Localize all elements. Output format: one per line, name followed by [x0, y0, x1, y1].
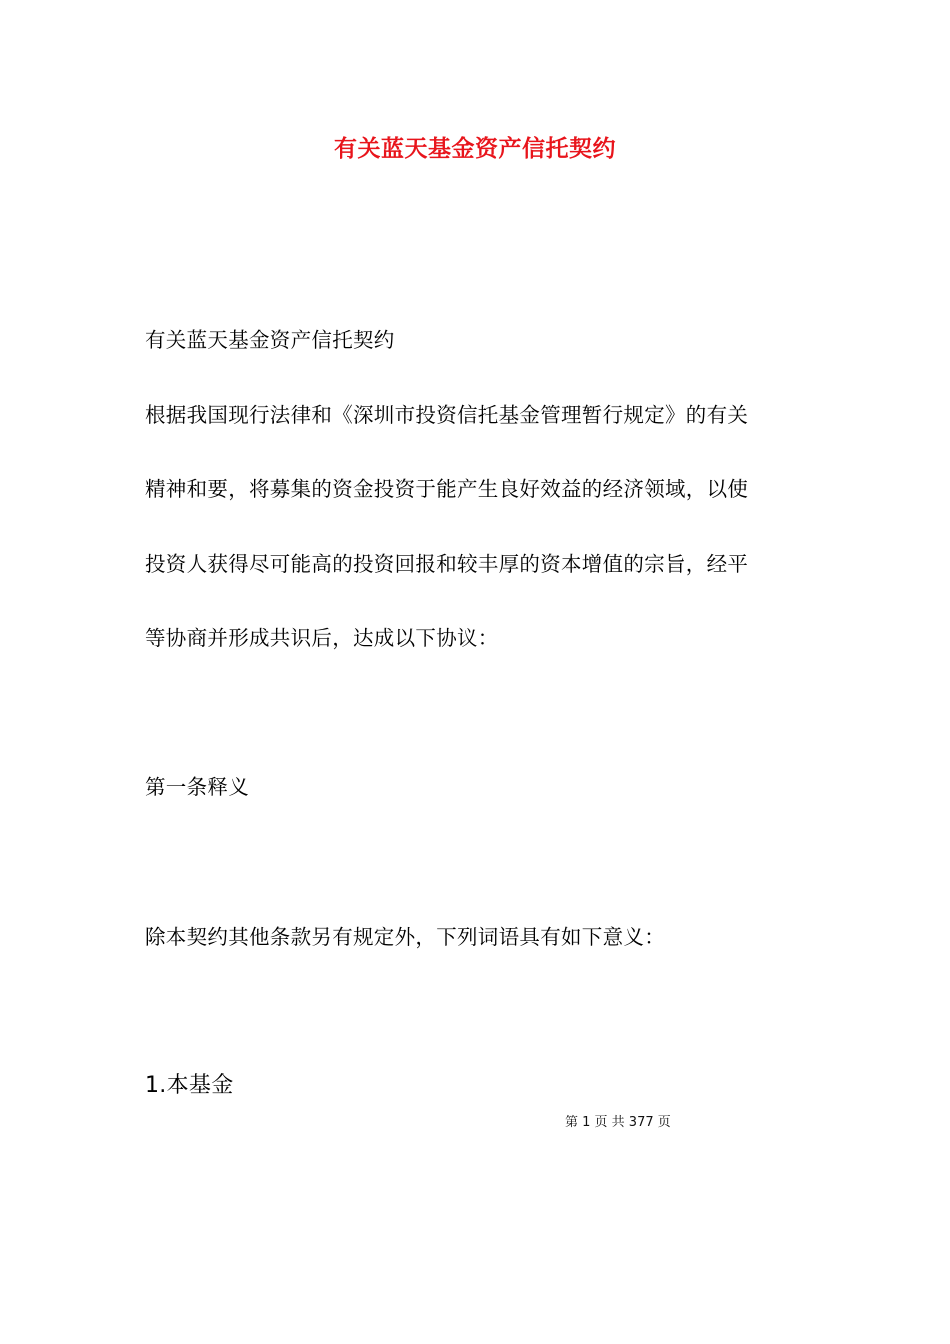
document-title: 有关蓝天基金资产信托契约: [334, 136, 616, 162]
paragraph-line: 投资人获得尽可能高的投资回报和较丰厚的资本增值的宗旨，经平: [145, 552, 749, 576]
section-heading: 第一条释义: [145, 775, 249, 799]
paragraph-line: 根据我国现行法律和《深圳市投资信托基金管理暂行规定》的有关: [145, 403, 749, 427]
paragraph-line: 精神和要，将募集的资金投资于能产生良好效益的经济领域，以使: [145, 477, 749, 501]
paragraph-line: 等协商并形成共识后，达成以下协议：: [145, 626, 499, 650]
paragraph-line: 有关蓝天基金资产信托契约: [145, 328, 395, 352]
list-item: 1.本基金: [145, 1073, 234, 1098]
page-number-footer: 第 1 页 共 377 页: [565, 1115, 671, 1130]
paragraph-line: 除本契约其他条款另有规定外，下列词语具有如下意义：: [145, 925, 665, 949]
